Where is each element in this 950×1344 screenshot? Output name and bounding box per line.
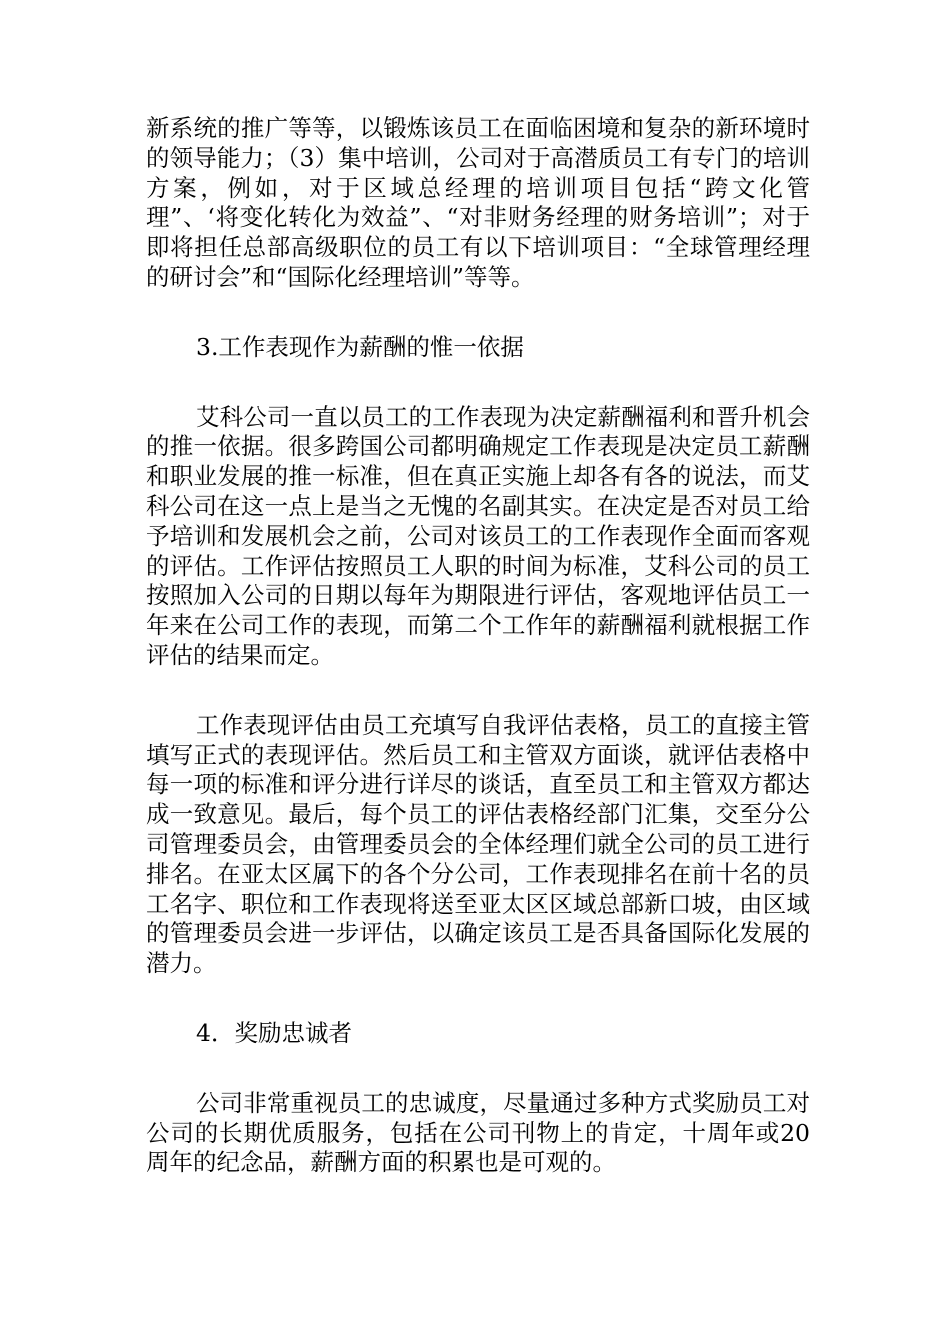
document-body xyxy=(146,114,810,1178)
paragraph-loyalty-rewards: 公司非常重视员工的忠诚度，尽量通过多种方式奖励员工对公司的长期优质服务，包括在公司刊物上的肯定，十周年或20周年的纪念品，薪酬方面的积累也是可观的。 xyxy=(146,1088,810,1177)
section-heading-4: 4．奖励忠诚者 xyxy=(196,1018,352,1047)
paragraph-spacer xyxy=(146,1049,810,1089)
paragraph-training-continued: 新系统的推广等等，以锻炼该员工在面临困境和复杂的新环境时的领导能力；（3）集中培训，公司对于高潜质员工有专门的培训方案，例如，对于区域总经理的培训项目包括“跨文化管理”、‘将变化转化为效益”、“对非财务经理的财务培训”；对于即将担任总部高级职位的员工有以下培训项目：“全球管理经理的研讨会”和“国际化经理培训”等等。 xyxy=(146,114,810,291)
section-heading-3: 3.工作表现作为薪酬的惟一依据 xyxy=(196,332,524,361)
paragraph-spacer xyxy=(146,293,810,333)
paragraph-spacer xyxy=(146,671,810,711)
paragraph-performance-evaluation: 工作表现评估由员工充填写自我评估表格，员工的直接主管填写正式的表现评估。然后员工和主管双方面谈，就评估表格中每一项的标准和评分进行详尽的谈话，直至员工和主管双方都达成一致意见。最后，每个员工的评估表格经部门汇集，交至分公司管理委员会，由管理委员会的全体经理们就全公司的员工进行排名。在亚太区属下的各个分公司，工作表现排名在前十名的员工名字、职位和工作表现将送至亚太区区域总部新口坡，由区域的管理委员会进一步评估，以确定该员工是否具备国际化发展的潜力。 xyxy=(146,710,810,978)
paragraph-performance-basis: 艾科公司一直以员工的工作表现为决定薪酬福利和晋升机会的推一依据。很多跨国公司都明确规定工作表现是决定员工薪酬和职业发展的推一标准，但在真正实施上却各有各的说法，而艾科公司在这一点上是当之无愧的名副其实。在决定是否对员工给予培训和发展机会之前，公司对该员工的工作表现作全面而客观的评估。工作评估按照员工人职的时间为标准，艾科公司的员工按照加入公司的日期以每年为期限进行评估，客观地评估员工一年来在公司工作的表现，而第二个工作年的薪酬福利就根据工作评估的结果而定。 xyxy=(146,402,810,669)
paragraph-spacer xyxy=(146,979,810,1019)
paragraph-spacer xyxy=(146,363,810,403)
